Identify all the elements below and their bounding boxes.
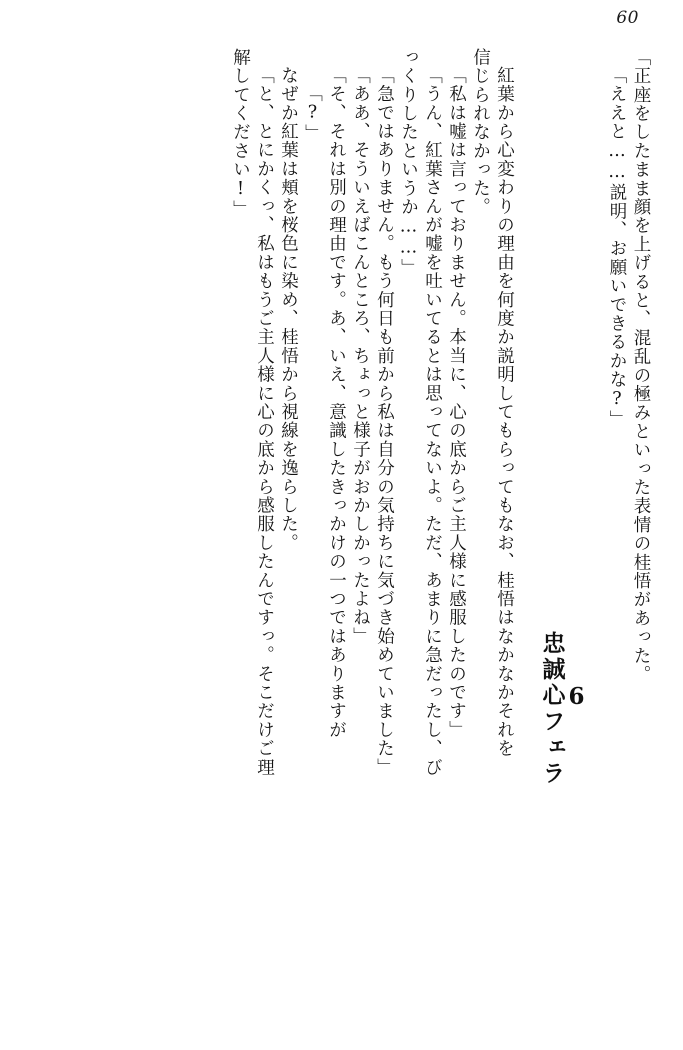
- text-column: 「うん、紅葉さんが嘘を吐いてるとは思ってないよ。ただ、あまりに急だったし、び: [422, 66, 443, 777]
- text-column: 「?」: [302, 84, 323, 143]
- page-body: [34, 48, 649, 1030]
- text-column: 信じられなかった。: [470, 48, 491, 217]
- chapter-heading: [535, 48, 584, 1050]
- text-column: 紅葉から心変わりの理由を何度か説明してもらってもなお、桂悟はなかなかそれを: [494, 66, 515, 758]
- text-column: っくりしたというか……」: [398, 48, 419, 278]
- text-column: 「と、とにかくっ、私はもうご主人様に心の底から感服したんですっ。そこだけご理: [254, 66, 275, 777]
- text-column: 「ええと……説明、お願いできるかな?」: [607, 66, 627, 429]
- text-column: 「正座をしたまま顔を上げると、混乱の極みといった表情の桂悟があった。: [631, 48, 651, 684]
- text-column: 「私は嘘は言っておりません。本当に、心の底からご主人様に感服したのです」: [446, 66, 467, 740]
- text-column: なぜか紅葉は頬を桜色に染め、桂悟から視線を逸らした。: [278, 66, 299, 553]
- page-number: 60: [616, 8, 639, 28]
- text-column: 解してください!」: [230, 48, 251, 219]
- text-column: 「ああ、そういえばこんところ、ちょっと様子がおかしかったよね」: [350, 66, 371, 646]
- chapter-title: 忠誠心フェラ: [538, 631, 565, 787]
- column-gap: [591, 48, 601, 1030]
- text-column: 「急ではありません。もう何日も前から私は自分の気持ちに気づき始めていました」: [374, 66, 395, 777]
- text-column: 「そ、それは別の理由です。あ、いえ、意識したきっかけの一つではありますが: [326, 66, 347, 740]
- column-gap: [519, 48, 529, 1030]
- chapter-number: 6: [568, 682, 585, 710]
